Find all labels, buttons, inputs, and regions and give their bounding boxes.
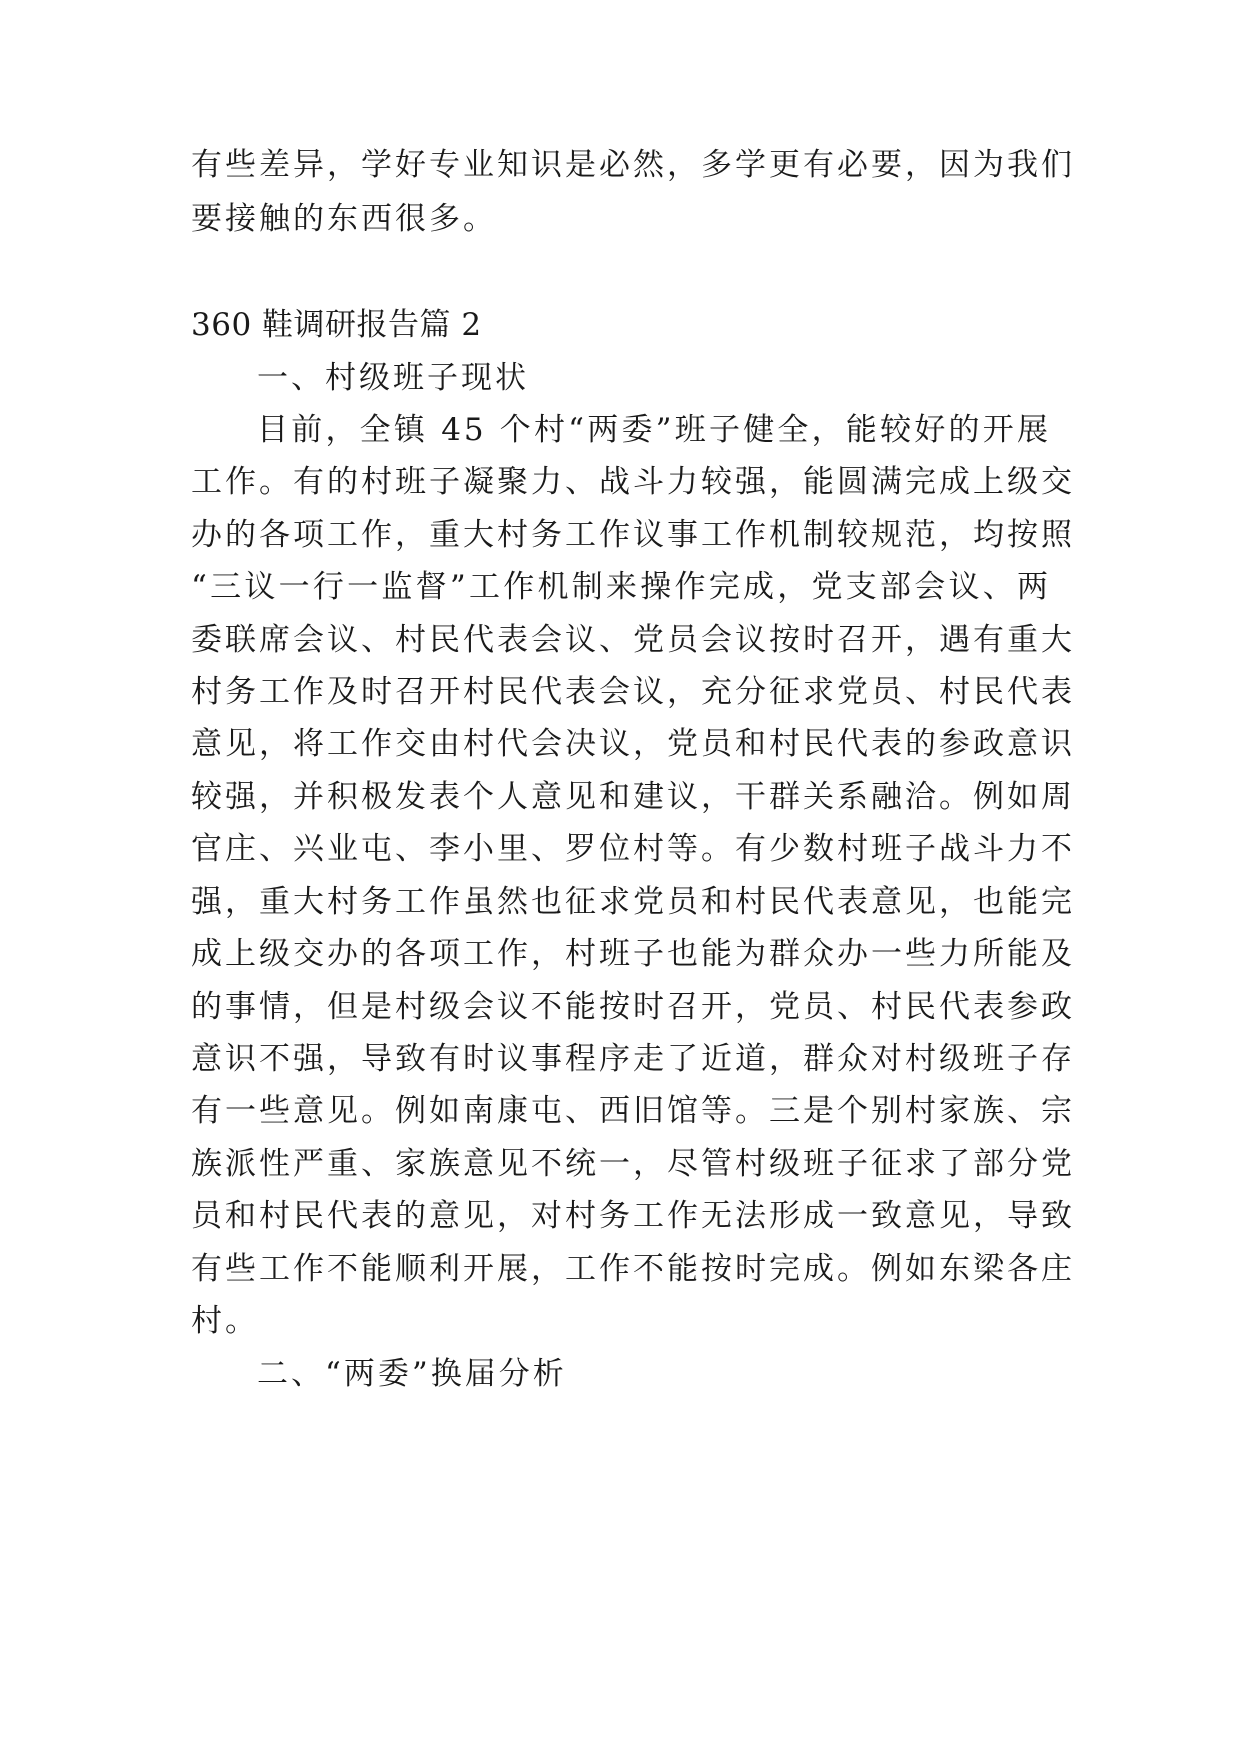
intro-line-2: 要接触的东西很多。 [191, 201, 497, 237]
paragraph-line: 村务工作及时召开村民代表会议，充分征求党员、村民代表 [191, 674, 1075, 710]
intro-line-1: 有些差异，学好专业知识是必然，多学更有必要，因为我们 [191, 147, 1075, 183]
section-title: 360 鞋调研报告篇 2 [191, 307, 482, 343]
paragraph-line: 委联席会议、村民代表会议、党员会议按时召开，遇有重大 [191, 622, 1075, 658]
heading-election-analysis: 二、“两委”换届分析 [257, 1356, 567, 1392]
paragraph-line: 成上级交办的各项工作，村班子也能为群众办一些力所能及 [191, 936, 1075, 972]
paragraph-line: 较强，并积极发表个人意见和建议，干群关系融洽。例如周 [191, 779, 1075, 815]
paragraph-line: 强，重大村务工作虽然也征求党员和村民代表意见，也能完 [191, 884, 1075, 920]
paragraph-line: 官庄、兴业屯、李小里、罗位村等。有少数村班子战斗力不 [191, 831, 1075, 867]
paragraph-line: 族派性严重、家族意见不统一，尽管村级班子征求了部分党 [191, 1146, 1075, 1182]
paragraph-line: 意见，将工作交由村代会决议，党员和村民代表的参政意识 [191, 726, 1075, 762]
paragraph-line: 工作。有的村班子凝聚力、战斗力较强，能圆满完成上级交 [191, 464, 1075, 500]
heading-village-team-status: 一、村级班子现状 [257, 360, 529, 396]
paragraph-line: 有些工作不能顺利开展，工作不能按时完成。例如东梁各庄 [191, 1251, 1075, 1287]
paragraph-line: “三议一行一监督”工作机制来操作完成，党支部会议、两 [191, 569, 1051, 605]
paragraph-line: 村。 [191, 1303, 259, 1339]
paragraph-line: 的事情，但是村级会议不能按时召开，党员、村民代表参政 [191, 989, 1075, 1025]
paragraph-line: 员和村民代表的意见，对村务工作无法形成一致意见，导致 [191, 1198, 1075, 1234]
paragraph-line: 目前，全镇 45 个村“两委”班子健全，能较好的开展 [257, 412, 1051, 448]
paragraph-line: 意识不强，导致有时议事程序走了近道，群众对村级班子存 [191, 1041, 1075, 1077]
paragraph-line: 有一些意见。例如南康屯、西旧馆等。三是个别村家族、宗 [191, 1093, 1075, 1129]
paragraph-line: 办的各项工作，重大村务工作议事工作机制较规范，均按照 [191, 517, 1075, 553]
